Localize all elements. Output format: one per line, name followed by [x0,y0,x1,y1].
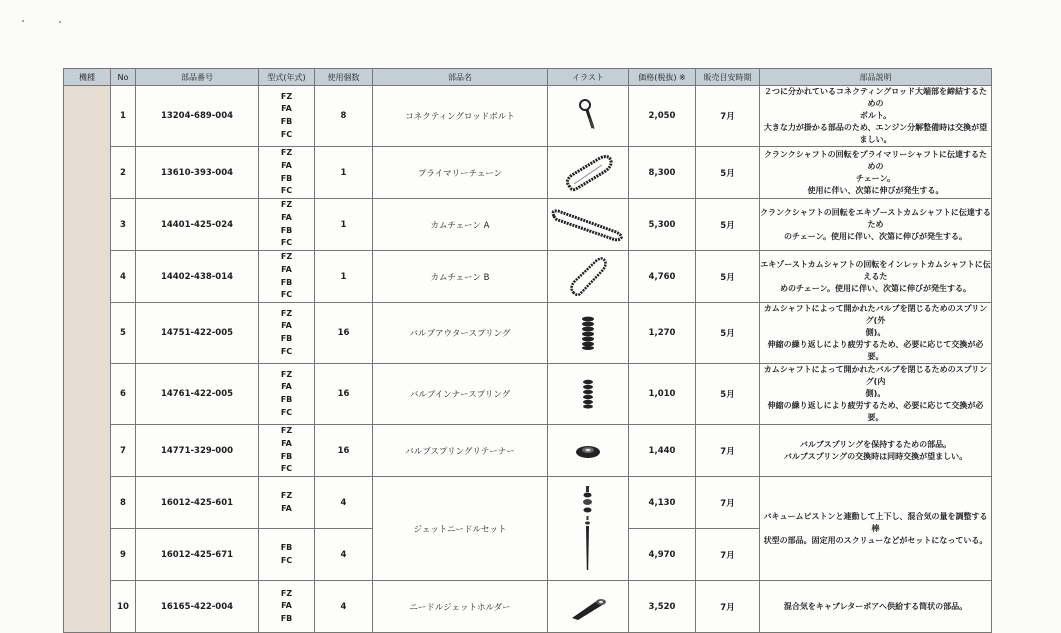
spring-icon [580,316,596,350]
sale-month: 5月 [696,199,760,251]
type-year-list: FZ FA [259,477,315,529]
chain-loop-icon [568,256,608,298]
header-row [64,69,992,86]
price: 2,050 [629,86,696,147]
table-row [64,86,992,147]
type-year-list: FZ FA FB FC [259,303,315,364]
table-row [64,425,992,477]
header-model: 機種 [64,69,111,86]
scan-speck [59,21,61,23]
type-year-list: FZ FA FB FC [259,86,315,147]
price: 5,300 [629,199,696,251]
description: バキュームピストンと連動して上下し、混合気の量を調整する棒 状型の部品。固定用のスクリューなどがセットになっている。 [760,477,992,581]
jet-holder-icon [568,594,608,620]
part-number: 14401-425-024 [136,199,259,251]
part-name: プライマリーチェーン [373,147,548,199]
price: 1,270 [629,303,696,364]
description: クランクシャフトの回転をエキゾーストカムシャフトに伝達するため のチェーン。使用に伴い、次第に伸びが発生する。 [760,199,992,251]
row-no: 9 [111,529,136,581]
part-name: カムチェーン A [373,199,548,251]
sale-month: 5月 [696,364,760,425]
model-cell [64,86,111,633]
type-year-list: FZ FA FB FC [259,199,315,251]
qty: 4 [315,581,373,633]
header-sale-month: 販売目安時期 [696,69,760,86]
type-year-list: FZ FA FB [259,581,315,633]
price: 3,520 [629,581,696,633]
row-no: 7 [111,425,136,477]
price: 4,130 [629,477,696,529]
qty: 1 [315,199,373,251]
part-name: バルブインナースプリング [373,364,548,425]
header-price: 価格(税抜) ※ [629,69,696,86]
header-part-number: 部品番号 [136,69,259,86]
row-no: 5 [111,303,136,364]
type-year-list: FZ FA FB FC [259,251,315,303]
description: 混合気をキャブレターボアへ供給する筒状の部品。 [760,581,992,633]
illustration-cell [548,477,629,581]
chain-loop-icon [562,153,614,193]
description: カムシャフトによって開かれたバルブを閉じるためのスプリング(外 側)。 伸縮の繰り返しにより疲労するため、必要に応じて交換が必要。 [760,303,992,364]
illustration-cell [548,581,629,633]
part-number: 14402-438-014 [136,251,259,303]
header-no: No [111,69,136,86]
table-row [64,364,992,425]
part-name: バルブスプリングリテーナー [373,425,548,477]
header-qty: 使用個数 [315,69,373,86]
qty: 16 [315,425,373,477]
price: 4,760 [629,251,696,303]
sale-month: 7月 [696,477,760,529]
type-year-list: FZ FA FB FC [259,425,315,477]
sale-month: 7月 [696,86,760,147]
description: クランクシャフトの回転をプライマリーシャフトに伝達するための チェーン。 使用に伴い、次第に伸びが発生する。 [760,147,992,199]
table-row [64,581,992,633]
illustration-cell [548,425,629,477]
price: 8,300 [629,147,696,199]
price: 1,010 [629,364,696,425]
spring-icon [581,379,595,409]
part-number: 16012-425-601 [136,477,259,529]
chain-long-icon [550,208,626,242]
sale-month: 5月 [696,251,760,303]
table-row [64,199,992,251]
header-description: 部品説明 [760,69,992,86]
qty: 4 [315,477,373,529]
illustration-cell [548,86,629,147]
header-part-name: 部品名 [373,69,548,86]
type-year-list: FZ FA FB FC [259,147,315,199]
table-row [64,147,992,199]
description: カムシャフトによって開かれたバルブを閉じるためのスプリング(内 側)。 伸縮の繰り返しにより疲労するため、必要に応じて交換が必要。 [760,364,992,425]
part-name: ニードルジェットホルダー [373,581,548,633]
qty: 1 [315,147,373,199]
table-row [64,303,992,364]
retainer-icon [574,442,602,460]
illustration-cell [548,364,629,425]
qty: 8 [315,86,373,147]
row-no: 8 [111,477,136,529]
row-no: 2 [111,147,136,199]
parts-table [63,68,992,633]
row-no: 1 [111,86,136,147]
row-no: 6 [111,364,136,425]
table-row [64,477,992,529]
row-no: 10 [111,581,136,633]
bolt-icon [576,98,600,134]
price: 1,440 [629,425,696,477]
part-name: カムチェーン B [373,251,548,303]
description: バルブスプリングを保持するための部品。 バルブスプリングの交換時は同時交換が望ましい。 [760,425,992,477]
description: エキゾーストカムシャフトの回転をインレットカムシャフトに伝えるた めのチェーン。使用に伴い、次第に伸びが発生する。 [760,251,992,303]
part-number: 16165-422-004 [136,581,259,633]
illustration-cell [548,147,629,199]
row-no: 3 [111,199,136,251]
sale-month: 7月 [696,425,760,477]
qty: 1 [315,251,373,303]
qty: 4 [315,529,373,581]
header-illustration: イラスト [548,69,629,86]
part-name: バルブアウタースプリング [373,303,548,364]
illustration-cell [548,303,629,364]
part-number: 16012-425-671 [136,529,259,581]
illustration-cell [548,251,629,303]
part-name: コネクティングロッドボルト [373,86,548,147]
sale-month: 7月 [696,581,760,633]
sale-month: 5月 [696,147,760,199]
jet-needle-icon [581,486,595,572]
part-name: ジェットニードルセット [373,477,548,581]
sale-month: 7月 [696,529,760,581]
type-year-list: FB FC [259,529,315,581]
table-row [64,251,992,303]
row-no: 4 [111,251,136,303]
part-number: 13204-689-004 [136,86,259,147]
part-number: 14771-329-000 [136,425,259,477]
type-year-list: FZ FA FB FC [259,364,315,425]
illustration-cell [548,199,629,251]
part-number: 14751-422-005 [136,303,259,364]
scan-speck [22,20,24,22]
qty: 16 [315,364,373,425]
price: 4,970 [629,529,696,581]
header-type-year: 型式(年式) [259,69,315,86]
description: ２つに分かれているコネクティングロッド大端部を締結するための ボルト。 大きな力が掛かる部品のため、エンジン分解整備時は交換が望 ましい。 [760,86,992,147]
part-number: 13610-393-004 [136,147,259,199]
sale-month: 5月 [696,303,760,364]
part-number: 14761-422-005 [136,364,259,425]
qty: 16 [315,303,373,364]
